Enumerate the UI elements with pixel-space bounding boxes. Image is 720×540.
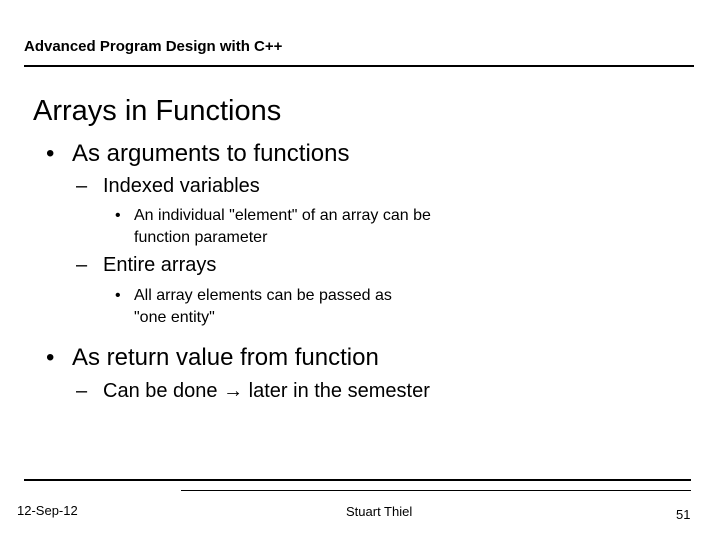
detail-line-2: "one entity" xyxy=(134,309,215,326)
sub-bullet-text-before: Can be done xyxy=(103,380,224,402)
detail-individual-element xyxy=(115,205,431,249)
footer-author: Stuart Thiel xyxy=(346,504,413,519)
detail-line-2: function parameter xyxy=(134,229,268,246)
bullet-marker: • xyxy=(46,140,55,167)
footer-divider-secondary xyxy=(181,490,691,491)
bullet-text: As arguments to functions xyxy=(72,140,350,167)
sub-bullet-indexed-variables xyxy=(76,175,260,198)
bullet-return-value xyxy=(46,344,379,372)
bullet-marker: • xyxy=(46,344,55,371)
footer-divider xyxy=(24,479,691,481)
detail-line-1: All array elements can be passed as xyxy=(134,287,392,304)
page-number: 51 xyxy=(676,507,691,522)
detail-marker: • xyxy=(115,287,121,304)
bullet-arguments xyxy=(46,140,349,168)
sub-bullet-text: Entire arrays xyxy=(103,254,217,276)
header-divider xyxy=(24,65,694,67)
footer-date: 12-Sep-12 xyxy=(17,503,78,518)
dash-marker: – xyxy=(76,380,88,402)
dash-marker: – xyxy=(76,254,88,276)
slide-title: Arrays in Functions xyxy=(33,95,282,127)
course-title: Advanced Program Design with C++ xyxy=(24,38,283,55)
sub-bullet-entire-arrays xyxy=(76,254,216,277)
dash-marker: – xyxy=(76,175,88,197)
bullet-text: As return value from function xyxy=(72,344,379,371)
right-arrow-icon: → xyxy=(223,380,244,402)
detail-line-1: An individual "element" of an array can be xyxy=(134,207,431,224)
sub-bullet-can-be-done xyxy=(76,380,430,403)
sub-bullet-text-after: later in the semester xyxy=(243,380,430,402)
detail-marker: • xyxy=(115,207,121,224)
detail-all-elements xyxy=(115,285,392,329)
sub-bullet-text: Indexed variables xyxy=(103,175,260,197)
